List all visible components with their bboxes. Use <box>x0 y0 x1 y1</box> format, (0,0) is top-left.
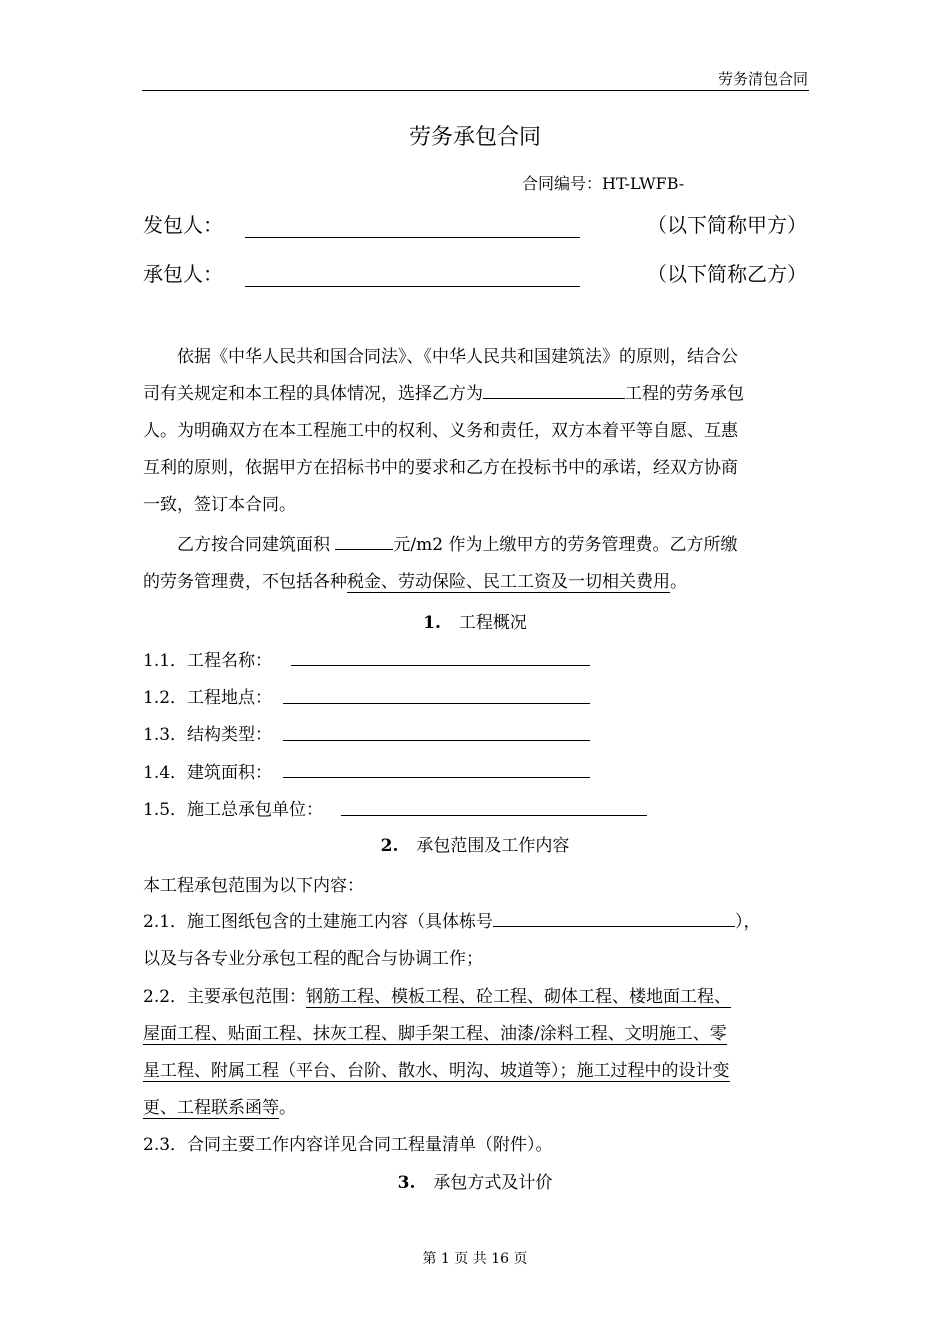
contract-number: 合同编号：HT-LWFB- <box>522 174 685 193</box>
item-2-2-line-1 <box>143 982 731 1007</box>
party-b-label: 承包人： <box>143 262 223 286</box>
section-2-number: 2. <box>380 836 399 856</box>
item-2-2-label: 2.2．主要承包范围： <box>143 987 307 1007</box>
section-3-title: 承包方式及计价 <box>433 1173 553 1193</box>
fee-exclusions: 税金、劳动保险、民工工资及一切相关费用 <box>347 572 670 592</box>
intro-line-3: 人。为明确双方在本工程施工中的权利、义务和责任，双方本着平等自愿、互惠 <box>143 421 738 441</box>
item-2-1-end: ）， <box>735 912 761 932</box>
item-2-1-line-1 <box>143 907 761 932</box>
party-a-note: （以下简称甲方） <box>647 213 807 237</box>
section-1-title: 工程概况 <box>458 613 527 633</box>
section-2-title: 承包范围及工作内容 <box>416 836 570 856</box>
item-2-2-scope-2: 屋面工程、贴面工程、抹灰工程、脚手架工程、油漆/涂料工程、文明施工、零 <box>143 1024 727 1044</box>
intro-line-5: 一致，签订本合同。 <box>143 495 296 515</box>
party-b-field[interactable] <box>245 286 580 287</box>
running-header: 劳务清包合同 <box>717 70 808 88</box>
item-2-1-start: 2.1．施工图纸包含的土建施工内容（具体栋号 <box>143 912 494 932</box>
item-2-2-line-2 <box>143 1019 727 1044</box>
item-2-1-line-2: 以及与各专业分承包工程的配合与协调工作； <box>143 949 483 969</box>
section-1-number: 1. <box>423 613 441 633</box>
header-rule <box>142 90 809 91</box>
item-2-2-line-4 <box>143 1093 296 1118</box>
section-3-number: 3. <box>397 1173 416 1193</box>
item-1-2-label: 1.2．工程地点： <box>143 688 273 708</box>
item-1-5-label: 1.5．施工总承包单位： <box>143 800 324 820</box>
fee-line-2-start: 的劳务管理费，不包括各种 <box>143 572 347 592</box>
item-1-4-label: 1.4．建筑面积： <box>143 763 273 783</box>
fee-line-2 <box>143 564 687 601</box>
fee-rate-blank[interactable] <box>335 530 393 550</box>
section-3-heading <box>0 1168 950 1193</box>
document-title: 劳务承包合同 <box>408 125 541 150</box>
item-2-2-scope-3: 星工程、附属工程（平台、台阶、散水、明沟、坡道等）；施工过程中的设计变 <box>143 1061 730 1081</box>
fee-line-1-start: 乙方按合同建筑面积 <box>177 535 336 555</box>
fee-line-2-end: 。 <box>670 572 687 592</box>
item-2-2-line-3 <box>143 1056 730 1081</box>
section-1-heading <box>0 608 950 633</box>
fee-line-1 <box>177 527 737 564</box>
item-1-1-label: 1.1．工程名称： <box>143 651 273 671</box>
item-2-3: 2.3．合同主要工作内容详见合同工程量清单（附件）。 <box>143 1135 553 1155</box>
party-a-field[interactable] <box>245 237 580 238</box>
item-1-3-field[interactable] <box>283 740 590 741</box>
intro-line-2-end: 工程的劳务承包 <box>625 384 744 404</box>
intro-line-1: 依据《中华人民共和国合同法》、《中华人民共和国建筑法》的原则，结合公 <box>177 347 738 367</box>
page-footer: 第 1 页 共 16 页 <box>422 1251 528 1267</box>
intro-line-2 <box>143 376 744 413</box>
item-1-1-field[interactable] <box>291 665 590 666</box>
section-2-heading <box>0 831 950 856</box>
section-2-intro: 本工程承包范围为以下内容： <box>143 876 364 896</box>
party-b-note: （以下简称乙方） <box>647 262 807 286</box>
project-name-blank[interactable] <box>483 379 625 399</box>
item-1-3-label: 1.3．结构类型： <box>143 725 273 745</box>
item-1-2-field[interactable] <box>283 703 590 704</box>
intro-line-2-start: 司有关规定和本工程的具体情况，选择乙方为 <box>143 384 483 404</box>
item-2-2-scope-1: 钢筋工程、模板工程、砼工程、砌体工程、楼地面工程、 <box>306 987 732 1007</box>
building-number-blank[interactable] <box>493 907 735 927</box>
party-a-label: 发包人： <box>143 213 223 237</box>
item-1-4-field[interactable] <box>283 777 590 778</box>
item-2-2-end: 。 <box>279 1098 296 1118</box>
fee-line-1-end: 元/m2 作为上缴甲方的劳务管理费。乙方所缴 <box>393 535 738 555</box>
item-1-5-field[interactable] <box>341 815 647 816</box>
intro-line-4: 互利的原则，依据甲方在招标书中的要求和乙方在投标书中的承诺，经双方协商 <box>143 458 738 478</box>
item-2-2-scope-4: 更、工程联系函等 <box>143 1098 279 1118</box>
